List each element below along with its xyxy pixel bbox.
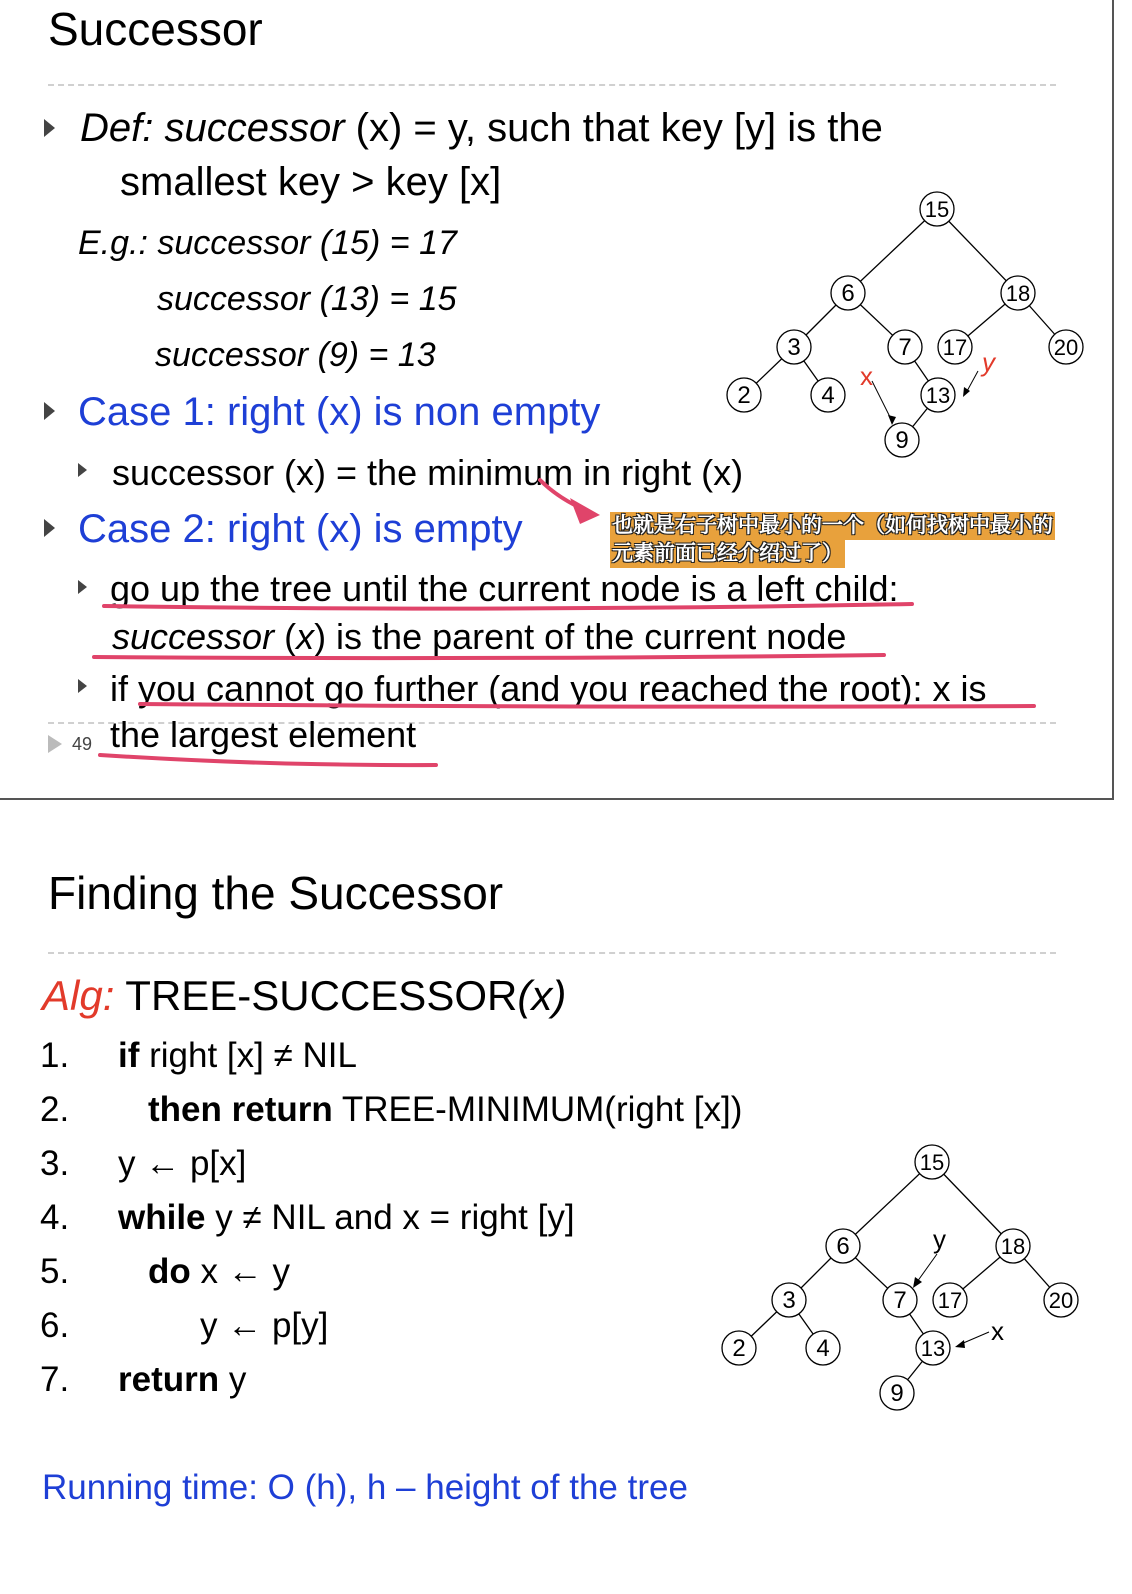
tree-node-label: 6 <box>841 280 855 307</box>
underline-4 <box>100 755 436 765</box>
tree-label-x: x <box>860 361 873 391</box>
tree-node-label: 17 <box>937 1288 963 1313</box>
step-2: 2. then return TREE-MINIMUM(right [x]) <box>40 1090 743 1129</box>
case-2-detail-b: successor (x) is the parent of the current node <box>112 616 847 657</box>
slide-title: Finding the Successor <box>48 867 504 919</box>
page-number: 49 <box>72 734 93 754</box>
tree-node-label: 4 <box>816 1335 830 1362</box>
tree-node-label: 3 <box>787 334 801 361</box>
tree-node-label: 18 <box>1005 281 1031 306</box>
tree-node-label: 15 <box>919 1150 945 1175</box>
step-1: 1. if right [x] ≠ NIL <box>40 1036 357 1075</box>
slide-1 <box>0 0 1114 800</box>
step-7: 7. return y <box>40 1360 247 1399</box>
algorithm-heading: Alg: TREE-SUCCESSOR(x) <box>42 972 567 1019</box>
case-2-detail-a: go up the tree until the current node is a left child: <box>110 568 899 609</box>
tree-node-label: 2 <box>737 382 751 409</box>
tree-label-y: y <box>933 1224 946 1254</box>
tree-node-label: 6 <box>836 1233 850 1260</box>
tree-node-label: 9 <box>890 1380 904 1407</box>
callout-arrowhead <box>570 498 600 524</box>
tree-label-y: y <box>982 347 995 377</box>
underline-1 <box>104 604 912 609</box>
tree-node-label: 7 <box>893 1287 907 1314</box>
annotation-note-line-2: 元素前面已经介绍过了） <box>610 540 845 568</box>
tree-node-label: 7 <box>898 334 912 361</box>
tree-node-label: 15 <box>924 197 950 222</box>
step-5: 5. do x ← y <box>40 1252 290 1291</box>
case-2-detail-c1: if you cannot go further (and you reached the root): x is <box>110 668 987 709</box>
underline-2 <box>94 655 884 658</box>
tree-node-label: 20 <box>1053 335 1079 360</box>
tree-node-label: 17 <box>942 335 968 360</box>
bst-diagram-1 <box>720 185 1100 465</box>
tree-node-label: 20 <box>1048 1288 1074 1313</box>
tree-node-label: 4 <box>821 382 835 409</box>
tree-node-label: 13 <box>920 1336 946 1361</box>
definition-line-2: smallest key > key [x] <box>120 160 502 204</box>
underline-3 <box>140 704 1034 707</box>
definition-line-1: Def: successor (x) = y, such that key [y] is the <box>80 106 883 150</box>
tree-node-label: 3 <box>782 1287 796 1314</box>
tree-node-label: 2 <box>732 1335 746 1362</box>
running-time: Running time: O (h), h – height of the tree <box>42 1468 688 1507</box>
tree-node-label: 18 <box>1000 1234 1026 1259</box>
step-3: 3. y ← p[x] <box>40 1144 247 1183</box>
annotation-note-line-1: 也就是右子树中最小的一个（如何找树中最小的 <box>610 512 1055 540</box>
title-divider <box>48 952 1056 954</box>
example-1: E.g.: successor (15) = 17 <box>78 224 457 262</box>
step-4: 4. while y ≠ NIL and x = right [y] <box>40 1198 575 1237</box>
case-2-detail-c2: the largest element <box>110 714 417 755</box>
tree-node-label: 9 <box>895 427 909 454</box>
case-1-heading: Case 1: right (x) is non empty <box>78 390 601 434</box>
case-1-detail: successor (x) = the minimum in right (x) <box>112 452 744 493</box>
slide-2 <box>0 800 1132 1594</box>
step-6: 6. y ← p[y] <box>40 1306 329 1345</box>
example-3: successor (9) = 13 <box>155 336 436 374</box>
tree-node-label: 13 <box>925 383 951 408</box>
slide-title: Successor <box>48 3 263 55</box>
case-2-heading: Case 2: right (x) is empty <box>78 507 523 551</box>
tree-label-x: x <box>991 1316 1004 1346</box>
bst-diagram-2 <box>715 1138 1095 1418</box>
example-2: successor (13) = 15 <box>157 280 457 318</box>
